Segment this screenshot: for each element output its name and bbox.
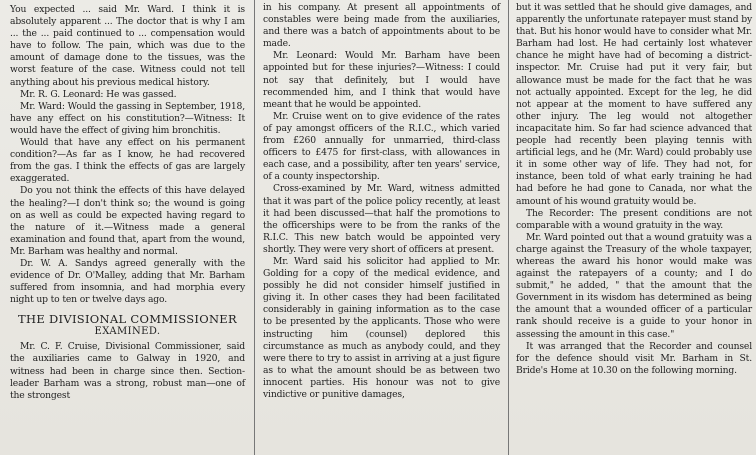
column-rule	[254, 0, 255, 455]
paragraph: Mr. Ward: Would the gassing in September, 1918, have any effect on his constitution?—Witness: It would have the effect of giving him bronchitis.	[10, 100, 245, 136]
column-2	[259, 0, 504, 455]
paragraph: Mr. Ward said his solicitor had applied to Mr. Golding for a copy of the medical evidence, and possibly he did not consider himself justified in giving it. In other cases they had been facilitated considerably in gaining information as to the case to be presented by the applicants. Those who were instructing him (counsel) deplored this circumstance as much as anybody could, and they were there to try to assist in arriving at a just figure as to what the amount should be as between two innocent parties. His honour was not to give vindictive or punitive damages,	[263, 255, 500, 400]
column-rule	[508, 0, 509, 455]
paragraph: It was arranged that the Recorder and counsel for the defence should visit Mr. Barham in St. Bride's Home at 10.30 on the following morning.	[516, 340, 752, 376]
paragraph: Mr. R. G. Leonard: He was gassed.	[20, 88, 177, 100]
section-subheading: EXAMINED.	[94, 326, 161, 338]
paragraph: Mr. Cruise went on to give evidence of the rates of pay amongst officers of the R.I.C., which varied from £260 annually for unmarried, third-class officers to £475 for first-class, with allowances in each case, and a possibility, after ten years' service, of a county inspectorship.	[263, 110, 500, 183]
paragraph: Do you not think the effects of this have delayed the healing?—I don't think so; the wound is going on as well as could be expected having regard to the nature of it.—Witness made a general examination and found that, apart from the wound, Mr. Barham was healthy and normal.	[10, 185, 245, 257]
paragraph: Cross-examined by Mr. Ward, witness admitted that it was part of the police policy recently, at least it had been discussed—that half the promotions to the officerships were to be from the ranks of the R.I.C. This new batch would be appointed very shortly. They were very short of officers at present.	[263, 183, 500, 255]
paragraph: Mr. Ward pointed out that a wound gratuity was a charge against the Treasury of the whole taxpayer, whereas the award his honor would make was against the ratepayers of a county; and I do submit," he added, " that the amount that the Government in its wisdom has determined as being the amount that a wounded officer of a particular rank should receive is a guide to your honor in assessing the amount in this case."	[516, 231, 752, 340]
paragraph: Mr. Leonard: Would Mr. Barham have been appointed but for these injuries?—Witness: I could not say that definitely, but I would have recommended him, and I think that would have meant that he would be appointed.	[263, 50, 500, 110]
paragraph: in his company. At present all appointments of constables were being made from the auxiliaries, and there was a batch of appointments about to be made.	[263, 2, 500, 50]
column-1	[0, 0, 249, 455]
paragraph: You expected ... said Mr. Ward. I think it is absolutely apparent ... The doctor that is why I am ... the ... paid continued to ... compensation would have to follow. The pain, which was due to the amount of damage done to the tissues, was the worst feature of the case. Witness could not tell anything about his previous medical history.	[10, 4, 245, 88]
paragraph: Dr. W. A. Sandys agreed generally with the evidence of Dr. O'Malley, adding that Mr. Barham suffered from insomnia, and had morphia every night up to ten or twelve days ago.	[10, 257, 245, 306]
paragraph: Mr. C. F. Cruise, Divisional Commissioner, said the auxiliaries came to Galway in 1920, and witness had been in charge since then. Section-leader Barham was a strong, robust man—one of the strongest	[10, 341, 245, 401]
paragraph: Would that have any effect on his permanent condition?—As far as I know, he had recovered from the gas. I think the effects of gas are largely exaggerated.	[10, 137, 245, 185]
paragraph: but it was settled that he should give damages, and apparently the unfortunate ratepayer must stand by that. But his honor would have to consider what Mr. Barham had lost. He had certainly lost whatever chance he might have had of becoming a district-inspector. Mr. Cruise had put it very fair, but allowance must be made for the fact that he was not actually appointed. Except for the leg, he did not appear at the moment to have suffered any other injury. The leg would not altogether incapacitate him. So far had science advanced that people had recently been playing tennis with artificial legs, and he (Mr. Ward) could probably use it in some other way of life. They had not, for instance, been told of what early training he had had before he had gone to Canada, nor what the amount of his wound gratuity would be.	[516, 2, 752, 207]
paragraph: The Recorder: The present conditions are not comparable with a wound gratuity in the way.	[516, 207, 752, 231]
section-heading: THE DIVISIONAL COMMISSIONER	[18, 312, 237, 327]
column-3	[512, 0, 756, 455]
